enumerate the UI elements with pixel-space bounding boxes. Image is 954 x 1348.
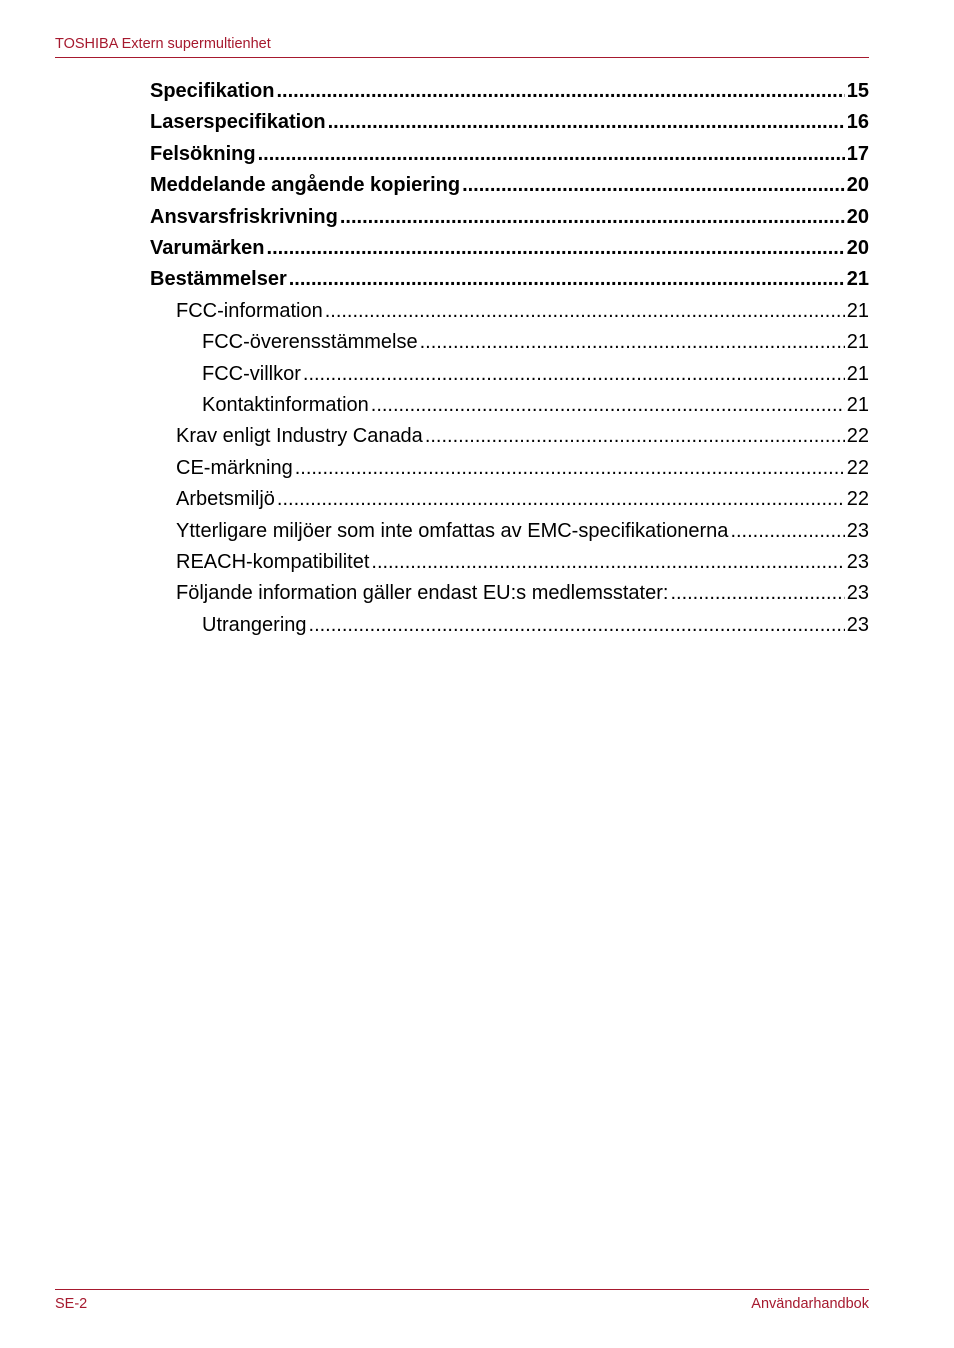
toc-entry[interactable]: [176, 517, 869, 545]
toc-entry-page-number: 20: [846, 174, 869, 197]
toc-entry[interactable]: [176, 485, 869, 513]
toc-entry-title: Ytterligare miljöer som inte omfattas av EMC-specifikationerna: [176, 519, 729, 542]
toc-entry[interactable]: [202, 611, 869, 639]
toc-entry-title: Specifikation: [150, 80, 275, 102]
toc-entry[interactable]: [176, 548, 869, 576]
toc-dot-leader: [670, 579, 844, 607]
toc-dot-leader: [371, 391, 845, 419]
toc-entry-page-number: 22: [846, 488, 869, 511]
toc-entry[interactable]: [176, 297, 869, 325]
toc-entry-page-number: 23: [846, 519, 869, 542]
toc-entry[interactable]: [202, 360, 869, 388]
toc-entry-page-number: 23: [846, 582, 869, 605]
toc-entry-title: REACH-kompatibilitet: [176, 551, 370, 573]
running-header-title: TOSHIBA Extern supermultienhet: [55, 36, 271, 52]
toc-entry-title: Laserspecifikation: [150, 111, 326, 134]
toc-entry-page-number: 15: [846, 80, 869, 102]
toc-entry-page-number: 22: [846, 425, 869, 448]
toc-dot-leader: [425, 422, 845, 450]
toc-dot-leader: [730, 517, 844, 545]
footer-document-title: Användarhandbok: [751, 1296, 869, 1312]
toc-entry-page-number: 22: [846, 456, 869, 479]
toc-entry[interactable]: [150, 108, 869, 136]
toc-dot-leader: [325, 297, 845, 325]
toc-entry-title: Krav enligt Industry Canada: [176, 425, 423, 448]
toc-dot-leader: [420, 328, 845, 356]
toc-entry-page-number: 16: [846, 111, 869, 134]
toc-entry-title: Arbetsmiljö: [176, 488, 275, 511]
footer-divider: [55, 1289, 869, 1290]
toc-dot-leader: [277, 485, 845, 513]
toc-entry-title: CE-märkning: [176, 456, 293, 479]
toc-dot-leader: [462, 171, 845, 199]
footer-page-number: SE-2: [55, 1296, 88, 1312]
toc-dot-leader: [340, 203, 845, 231]
toc-entry-title: FCC-överensstämmelse: [202, 331, 418, 354]
toc-dot-leader: [309, 611, 845, 639]
toc-entry-page-number: 21: [846, 394, 869, 416]
toc-entry[interactable]: [150, 203, 869, 231]
toc-entry[interactable]: [176, 422, 869, 450]
toc-dot-leader: [258, 140, 845, 168]
toc-entry-page-number: 21: [846, 362, 869, 385]
toc-entry-title: Meddelande angående kopiering: [150, 174, 461, 197]
toc-entry[interactable]: [202, 328, 869, 356]
toc-dot-leader: [371, 548, 844, 576]
toc-entry-title: Kontaktinformation: [202, 394, 369, 416]
toc-entry-page-number: 21: [846, 331, 869, 354]
toc-entry-page-number: 20: [846, 205, 869, 228]
toc-dot-leader: [328, 108, 845, 136]
toc-entry-title: Bestämmelser: [150, 268, 287, 291]
toc-entry-page-number: 21: [846, 268, 869, 291]
toc-entry-title: Följande information gäller endast EU:s medlemsstater:: [176, 582, 669, 605]
toc-entry-title: Varumärken: [150, 237, 265, 259]
toc-entry-title: FCC-villkor: [202, 362, 301, 385]
toc-entry-page-number: 23: [846, 551, 869, 573]
toc-entry-title: FCC-information: [176, 299, 323, 322]
toc-entry[interactable]: [176, 579, 869, 607]
toc-entry[interactable]: [150, 234, 869, 262]
toc-entry[interactable]: [150, 140, 869, 168]
toc-entry[interactable]: [176, 454, 869, 482]
toc-dot-leader: [267, 234, 845, 262]
toc-entry-page-number: 21: [846, 299, 869, 322]
toc-entry-title: Ansvarsfriskrivning: [150, 205, 338, 228]
toc-entry[interactable]: [150, 77, 869, 105]
toc-dot-leader: [295, 454, 845, 482]
toc-entry-page-number: 23: [846, 613, 869, 636]
toc-entry[interactable]: [150, 265, 869, 293]
header-divider: [55, 57, 869, 58]
toc-entry-title: Felsökning: [150, 142, 256, 165]
toc-entry[interactable]: [150, 171, 869, 199]
toc-dot-leader: [289, 265, 845, 293]
toc-dot-leader: [303, 360, 845, 388]
toc-entry-page-number: 17: [846, 142, 869, 165]
toc-entry[interactable]: [202, 391, 869, 419]
toc-entry-title: Utrangering: [202, 613, 307, 636]
toc-entry-page-number: 20: [846, 237, 869, 259]
toc-dot-leader: [276, 77, 844, 105]
